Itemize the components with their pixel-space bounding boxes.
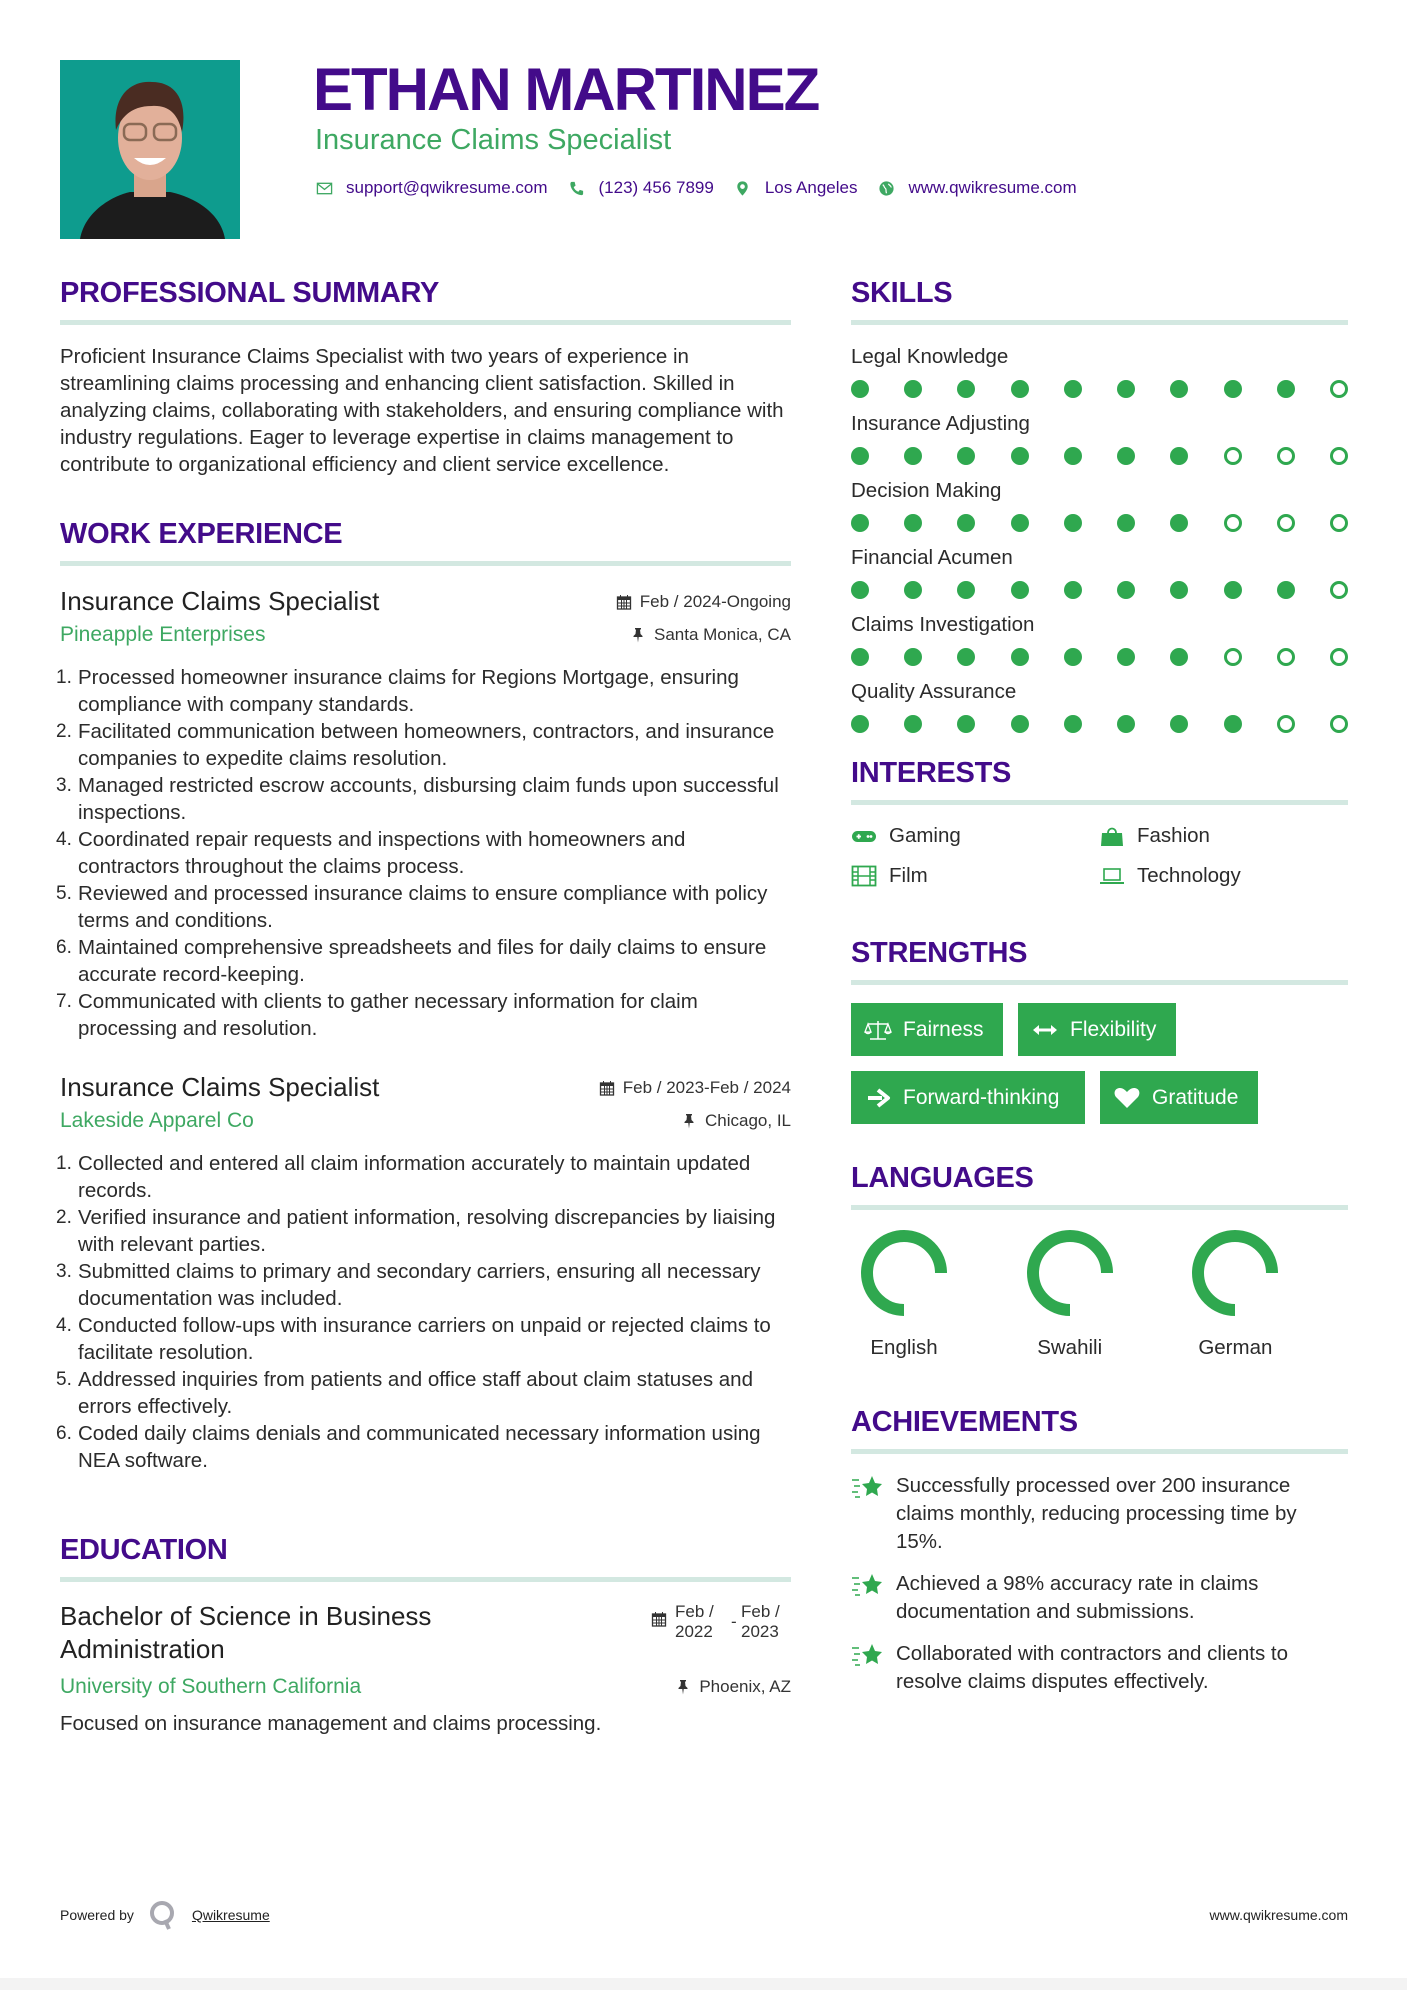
experience-section	[56, 516, 791, 1474]
strengths-list	[851, 1003, 1348, 1124]
map-marker-icon	[734, 179, 752, 197]
rating-dot-filled	[904, 581, 922, 599]
rating-dot-empty	[1330, 581, 1348, 599]
proficiency-arc	[1033, 1236, 1107, 1310]
strength-label: Flexibility	[1070, 1017, 1157, 1041]
rating-dot-empty	[1330, 648, 1348, 666]
language-name: English	[870, 1336, 938, 1359]
interest-item	[1099, 863, 1347, 889]
contact-location-text: Los Angeles	[764, 178, 858, 197]
pushpin-icon	[630, 627, 646, 643]
skill-item	[851, 678, 1348, 733]
calendar-icon	[599, 1080, 615, 1096]
language-proficiency-ring	[1025, 1228, 1115, 1318]
envelope-icon	[315, 179, 333, 197]
film-icon	[851, 864, 877, 888]
job-bullets	[56, 1150, 791, 1474]
job-role: Insurance Claims Specialist	[60, 586, 380, 616]
job-dates	[616, 592, 791, 612]
powered-by	[60, 1900, 270, 1930]
interests-section	[851, 755, 1348, 889]
job-bullet: 1. Processed homeowner insurance claims for Regions Mortgage, ensuring compliance with company standards.	[56, 666, 739, 716]
pushpin-icon	[681, 1113, 697, 1129]
rating-dot-filled	[1117, 514, 1135, 532]
education-description: Focused on insurance management and claims processing.	[60, 1712, 602, 1735]
rating-dot-filled	[1170, 447, 1188, 465]
rating-dot-filled	[851, 648, 869, 666]
rating-dot-filled	[957, 514, 975, 532]
candidate-title: Insurance Claims Specialist	[315, 124, 672, 156]
job-entry	[56, 1070, 791, 1474]
job-bullet: 5. Addressed inquiries from patients and office staff about claim statuses and errors effectively.	[56, 1368, 753, 1418]
rating-dot-filled	[851, 715, 869, 733]
interest-item	[1099, 823, 1347, 849]
contact-website[interactable]	[877, 178, 1076, 198]
shooting-star-icon	[851, 1570, 885, 1626]
education-section	[60, 1532, 791, 1737]
interest-label: Film	[889, 864, 928, 887]
rating-dot-filled	[957, 648, 975, 666]
section-divider	[851, 980, 1348, 985]
rating-dot-filled	[851, 380, 869, 398]
rating-dot-filled	[1064, 581, 1082, 599]
education-start: Feb / 2022	[675, 1602, 714, 1641]
job-bullet: 4. Conducted follow-ups with insurance carriers on unpaid or rejected claims to facilitate resolution.	[56, 1314, 771, 1364]
strength-label: Gratitude	[1152, 1085, 1239, 1109]
achievement-text: Collaborated with contractors and clients to resolve claims disputes effectively.	[896, 1642, 1288, 1693]
balance-scale-icon	[863, 1019, 893, 1041]
powered-by-label: Powered by	[60, 1907, 134, 1923]
calendar-icon	[616, 594, 632, 610]
language-item	[851, 1228, 1017, 1360]
job-dates-text: Feb / 2023-Feb / 2024	[622, 1078, 791, 1097]
rating-dot-empty	[1224, 648, 1242, 666]
proficiency-arc	[867, 1236, 941, 1310]
language-proficiency-ring	[859, 1228, 949, 1318]
rating-dot-empty	[1330, 380, 1348, 398]
interest-label: Fashion	[1137, 824, 1210, 847]
interest-label: Gaming	[889, 824, 961, 847]
interest-item	[851, 823, 1099, 849]
rating-dot-empty	[1277, 715, 1295, 733]
job-bullet: 6. Maintained comprehensive spreadsheets and files for daily claims to ensure accurate record-keeping.	[56, 936, 767, 986]
education-dates	[651, 1600, 791, 1666]
strength-label: Fairness	[903, 1017, 984, 1041]
interest-item	[851, 863, 1099, 889]
rating-dot-empty	[1330, 447, 1348, 465]
interest-label: Technology	[1137, 864, 1241, 887]
skill-item	[851, 544, 1348, 599]
skill-item	[851, 477, 1348, 532]
rating-dot-filled	[957, 715, 975, 733]
section-divider	[60, 561, 791, 566]
job-bullet: 4. Coordinated repair requests and inspections with homeowners and contractors throughout the claims process.	[56, 828, 686, 878]
rating-dot-filled	[1011, 514, 1029, 532]
job-dates	[599, 1078, 791, 1098]
section-divider	[851, 800, 1348, 805]
interests-list	[851, 823, 1348, 889]
skill-rating	[851, 513, 1348, 532]
rating-dot-filled	[1064, 648, 1082, 666]
rating-dot-empty	[1277, 447, 1295, 465]
degree: Bachelor of Science in Business Administration	[60, 1601, 432, 1664]
rating-dot-empty	[1330, 715, 1348, 733]
contact-info	[315, 178, 1097, 198]
skill-name: Decision Making	[851, 479, 1002, 502]
language-name: German	[1198, 1336, 1273, 1359]
rating-dot-filled	[851, 581, 869, 599]
skills-list	[851, 343, 1348, 733]
qwikresume-logo-icon	[148, 1900, 178, 1930]
rating-dot-filled	[1170, 581, 1188, 599]
job-location-text: Santa Monica, CA	[653, 625, 791, 644]
education-location	[675, 1677, 791, 1697]
skill-rating	[851, 647, 1348, 666]
languages-list	[851, 1228, 1348, 1360]
rating-dot-empty	[1224, 447, 1242, 465]
contact-email-text[interactable]: support@qwikresume.com	[346, 178, 548, 197]
language-proficiency-ring	[1190, 1228, 1280, 1318]
section-heading: INTERESTS	[851, 757, 1012, 789]
achievements-section	[851, 1404, 1348, 1696]
achievements-list	[851, 1472, 1348, 1696]
section-heading: WORK EXPERIENCE	[60, 518, 343, 550]
skills-section	[851, 275, 1348, 733]
job-bullet: 3. Managed restricted escrow accounts, disbursing claim funds upon successful inspections.	[56, 774, 779, 824]
date-separator: -	[731, 1612, 737, 1631]
rating-dot-filled	[1117, 715, 1135, 733]
rating-dot-filled	[1224, 380, 1242, 398]
profile-photo	[60, 60, 240, 239]
rating-dot-filled	[1011, 447, 1029, 465]
section-divider	[60, 320, 791, 325]
rating-dot-filled	[1224, 715, 1242, 733]
strength-chip	[851, 1071, 1085, 1124]
section-divider	[851, 320, 1348, 325]
rating-dot-filled	[1064, 380, 1082, 398]
rating-dot-filled	[1170, 514, 1188, 532]
skill-item	[851, 611, 1348, 666]
globe-icon	[877, 179, 895, 197]
rating-dot-filled	[1117, 581, 1135, 599]
rating-dot-filled	[904, 447, 922, 465]
person-portrait-icon	[60, 60, 240, 239]
section-heading: PROFESSIONAL SUMMARY	[60, 277, 440, 309]
rating-dot-filled	[1117, 447, 1135, 465]
strength-chip	[1100, 1071, 1258, 1124]
calendar-icon	[651, 1611, 667, 1627]
job-role: Insurance Claims Specialist	[60, 1072, 380, 1102]
page-bottom-edge	[0, 1978, 1407, 1990]
section-heading: STRENGTHS	[851, 937, 1028, 969]
skill-name: Legal Knowledge	[851, 345, 1009, 368]
rating-dot-empty	[1330, 514, 1348, 532]
contact-location	[734, 178, 858, 198]
skill-name: Insurance Adjusting	[851, 412, 1030, 435]
qwikresume-link[interactable]: Qwikresume	[191, 1907, 270, 1923]
section-divider	[60, 1577, 791, 1582]
summary-section	[60, 275, 791, 478]
rating-dot-filled	[957, 581, 975, 599]
rating-dot-empty	[1224, 514, 1242, 532]
skill-rating	[851, 446, 1348, 465]
skill-rating	[851, 580, 1348, 599]
contact-phone[interactable]	[568, 178, 714, 198]
job-location-text: Chicago, IL	[705, 1111, 791, 1130]
rating-dot-filled	[1117, 648, 1135, 666]
job-bullet: 7. Communicated with clients to gather necessary information for claim processing and resolution.	[56, 990, 698, 1040]
contact-email[interactable]	[315, 178, 548, 198]
job-entry	[56, 584, 791, 1042]
section-heading: SKILLS	[851, 277, 953, 309]
rating-dot-filled	[1064, 715, 1082, 733]
arrow-right-icon	[863, 1087, 893, 1109]
strength-label: Forward-thinking	[903, 1085, 1060, 1109]
school-name: University of Southern California	[60, 1675, 362, 1698]
strength-chip	[851, 1003, 1003, 1056]
shooting-star-icon	[851, 1640, 885, 1696]
job-bullet: 2. Verified insurance and patient information, resolving discrepancies by liaising with relevant parties.	[56, 1206, 776, 1256]
gamepad-icon	[851, 824, 877, 848]
shooting-star-icon	[851, 1472, 885, 1556]
shopping-bag-icon	[1099, 824, 1125, 848]
rating-dot-filled	[1117, 380, 1135, 398]
rating-dot-filled	[1170, 648, 1188, 666]
job-bullet: 5. Reviewed and processed insurance claims to ensure compliance with policy terms and conditions.	[56, 882, 768, 932]
phone-icon	[568, 179, 586, 197]
rating-dot-filled	[957, 447, 975, 465]
skill-rating	[851, 714, 1348, 733]
job-bullet: 6. Coded daily claims denials and communicated necessary information using NEA software.	[56, 1422, 761, 1472]
job-location	[681, 1111, 791, 1131]
rating-dot-filled	[904, 380, 922, 398]
right-column	[851, 275, 1348, 1710]
rating-dot-filled	[957, 380, 975, 398]
education-end: Feb / 2023	[741, 1602, 780, 1641]
rating-dot-filled	[1011, 648, 1029, 666]
footer	[60, 1900, 1348, 1930]
achievement-item	[851, 1570, 1348, 1626]
rating-dot-filled	[904, 514, 922, 532]
skill-name: Quality Assurance	[851, 680, 1017, 703]
summary-text: Proficient Insurance Claims Specialist with two years of experience in streamlining claims processing and enhancing client satisfaction. Skilled in analyzing claims, collaborating with stakeholders, and ensuring compliance with industry regulations. Eager to leverage expertise in claims management to contribute to organizational efficiency and client service excellence.	[60, 345, 784, 476]
job-bullet: 2. Facilitated communication between homeowners, contractors, and insurance companies to expedite claims resolution.	[56, 720, 775, 770]
language-name: Swahili	[1037, 1336, 1103, 1359]
company-name: Lakeside Apparel Co	[60, 1109, 254, 1132]
language-item	[1182, 1228, 1348, 1360]
rating-dot-filled	[1011, 581, 1029, 599]
rating-dot-filled	[1277, 380, 1295, 398]
job-bullet: 3. Submitted claims to primary and secondary carriers, ensuring all necessary documentation was included.	[56, 1260, 761, 1310]
rating-dot-filled	[851, 447, 869, 465]
job-dates-text: Feb / 2024-Ongoing	[639, 592, 791, 611]
languages-section	[851, 1160, 1348, 1360]
rating-dot-empty	[1277, 648, 1295, 666]
proficiency-arc	[1198, 1236, 1272, 1310]
language-item	[1017, 1228, 1183, 1360]
rating-dot-filled	[1064, 447, 1082, 465]
section-divider	[851, 1449, 1348, 1454]
contact-phone-text[interactable]: (123) 456 7899	[598, 178, 714, 197]
skill-item	[851, 343, 1348, 398]
company-name: Pineapple Enterprises	[60, 623, 266, 646]
contact-website-text[interactable]: www.qwikresume.com	[908, 178, 1077, 197]
section-heading: LANGUAGES	[851, 1162, 1034, 1194]
achievement-item	[851, 1472, 1348, 1556]
rating-dot-filled	[1170, 715, 1188, 733]
rating-dot-empty	[1277, 514, 1295, 532]
skill-item	[851, 410, 1348, 465]
skill-name: Claims Investigation	[851, 613, 1035, 636]
section-heading: ACHIEVEMENTS	[851, 1406, 1078, 1438]
rating-dot-filled	[1170, 380, 1188, 398]
laptop-icon	[1099, 864, 1125, 888]
footer-website-link[interactable]: www.qwikresume.com	[1209, 1907, 1348, 1923]
heart-icon	[1112, 1087, 1142, 1109]
pushpin-icon	[675, 1679, 691, 1695]
education-location-text: Phoenix, AZ	[699, 1677, 791, 1696]
rating-dot-filled	[904, 715, 922, 733]
candidate-name: ETHAN MARTINEZ	[313, 56, 819, 123]
achievement-text: Successfully processed over 200 insurance claims monthly, reducing processing time by 15%.	[896, 1474, 1297, 1553]
section-heading: EDUCATION	[60, 1534, 228, 1566]
left-column	[56, 275, 791, 1737]
rating-dot-filled	[1277, 581, 1295, 599]
rating-dot-filled	[904, 648, 922, 666]
strength-chip	[1018, 1003, 1176, 1056]
strengths-section	[851, 935, 1348, 1124]
rating-dot-filled	[1064, 514, 1082, 532]
arrows-horizontal-icon	[1030, 1019, 1060, 1041]
achievement-text: Achieved a 98% accuracy rate in claims documentation and submissions.	[896, 1572, 1259, 1623]
job-location	[630, 625, 791, 645]
section-divider	[851, 1205, 1348, 1210]
job-bullet: 1. Collected and entered all claim information accurately to maintain updated records.	[56, 1152, 751, 1202]
achievement-item	[851, 1640, 1348, 1696]
rating-dot-filled	[851, 514, 869, 532]
skill-name: Financial Acumen	[851, 546, 1013, 569]
job-bullets	[56, 664, 791, 1042]
rating-dot-filled	[1011, 380, 1029, 398]
rating-dot-filled	[1224, 581, 1242, 599]
skill-rating	[851, 379, 1348, 398]
rating-dot-filled	[1011, 715, 1029, 733]
